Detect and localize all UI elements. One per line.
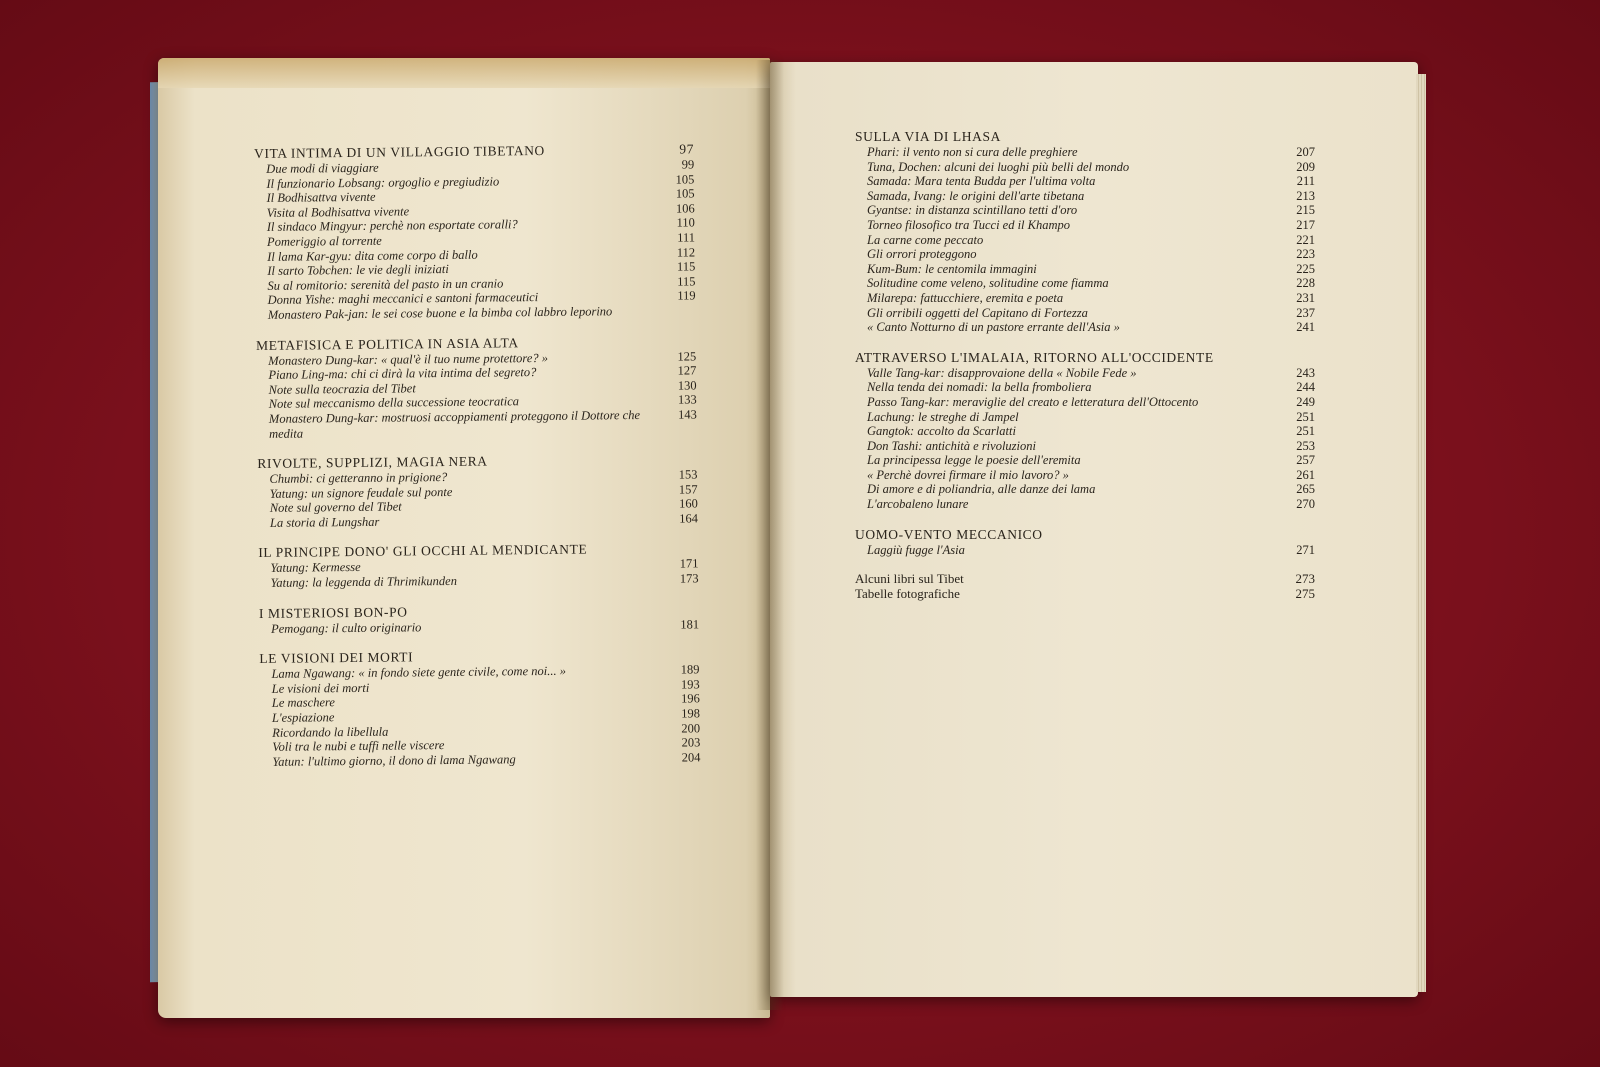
entry-title: L'arcobaleno lunare — [867, 497, 969, 512]
entry-page-number: 200 — [681, 720, 701, 736]
toc-entry — [855, 366, 1315, 381]
entry-title: Tuna, Dochen: alcuni dei luoghi più belli del mondo — [867, 159, 1130, 174]
entry-title: Pomeriggio al torrente — [266, 233, 382, 249]
entry-title: Note sul meccanismo della successione teocratica — [268, 394, 520, 412]
entry-page-number: 173 — [679, 571, 699, 586]
entry-page-number: 193 — [680, 677, 700, 692]
entry-title: Lachung: le streghe di Jampel — [867, 409, 1019, 424]
entry-title: Il lama Kar-gyu: dita come corpo di ballo — [267, 247, 478, 264]
section-title — [855, 526, 1315, 543]
entry-page-number: 244 — [1296, 380, 1315, 395]
entry-title: Monastero Pak-jan: le sei cose buone e la bimba col labbro leporino — [267, 304, 613, 322]
entry-page-number: 105 — [675, 186, 695, 201]
toc-entry — [855, 543, 1315, 558]
entry-page-number: 223 — [1296, 247, 1315, 262]
section-title — [855, 128, 1315, 145]
appendix-title: Tabelle fotografiche — [855, 586, 960, 602]
toc-entry — [855, 145, 1315, 160]
entry-page-number: 207 — [1296, 145, 1315, 159]
entry-page-number: 160 — [678, 496, 698, 511]
entry-page-number: 204 — [681, 750, 701, 765]
entry-title: Laggiù fugge l'Asia — [867, 542, 965, 557]
toc-entry — [855, 247, 1315, 262]
entry-page-number: 99 — [681, 157, 695, 172]
entry-page-number: 228 — [1296, 276, 1315, 291]
toc-section — [254, 140, 696, 322]
entry-page-number: 127 — [677, 363, 697, 378]
entry-title: Il Bodhisattva vivente — [266, 189, 376, 206]
entry-page-number: 209 — [1296, 159, 1315, 174]
toc-section — [259, 600, 699, 636]
toc-entry — [855, 497, 1315, 512]
entry-page-number: 231 — [1296, 290, 1315, 305]
entry-page-number: 181 — [680, 617, 700, 632]
entry-title: Nella tenda dei nomadi: la bella fromboliera — [867, 380, 1092, 395]
entry-title: Milarepa: fattucchiere, eremita e poeta — [867, 290, 1064, 305]
entry-page-number: 225 — [1296, 261, 1315, 276]
section-title-text: RIVOLTE, SUPPLIZI, MAGIA NERA — [257, 453, 488, 472]
toc-section — [855, 128, 1315, 335]
entry-title: Valle Tang-kar: disapprovaione della « Nobile Fede » — [867, 365, 1137, 380]
book-gutter — [756, 60, 784, 1010]
entry-title: Di amore e di poliandria, alle danze dei lama — [867, 482, 1096, 497]
section-title-text: METAFISICA E POLITICA IN ASIA ALTA — [256, 334, 519, 353]
entry-title: Il sindaco Mingyur: perchè non esportate coralli? — [266, 217, 518, 235]
appendix-entry — [855, 571, 1315, 586]
entry-title: Lama Ngawang: « in fondo siete gente civile, come noi... » — [271, 664, 567, 682]
entry-page-number: 115 — [676, 259, 696, 274]
entry-title: Gangtok: accolto da Scarlatti — [867, 424, 1016, 439]
entry-title: Chumbi: ci getteranno in prigione? — [269, 470, 448, 486]
entry-title: Gli orrori proteggono — [867, 247, 977, 262]
entry-title: La principessa legge le poesie dell'eremita — [867, 453, 1081, 468]
entry-page-number: 119 — [677, 288, 696, 303]
section-title-text: IL PRINCIPE DONO' GLI OCCHI AL MENDICANTE — [258, 542, 588, 561]
entry-page-number: 203 — [681, 735, 701, 750]
entry-page-number: 221 — [1296, 232, 1315, 247]
toc-section — [256, 332, 697, 441]
table-of-contents-right — [855, 128, 1315, 601]
entry-page-number: 106 — [675, 201, 695, 216]
table-of-contents-left — [254, 140, 701, 783]
entry-page-number: 217 — [1296, 217, 1315, 232]
toc-entry — [855, 291, 1315, 306]
toc-entry — [855, 320, 1315, 335]
entry-page-number: 143 — [678, 407, 697, 422]
toc-section — [257, 450, 698, 530]
appendix-page-number: 273 — [1295, 571, 1315, 587]
entry-title: Torneo filosofico tra Tucci ed il Khampo — [867, 217, 1071, 232]
entry-title: Yatung: la leggenda di Thrimikunden — [270, 573, 457, 590]
section-title-text: ATTRAVERSO L'IMALAIA, RITORNO ALL'OCCIDENTE — [855, 349, 1214, 365]
entry-title: Le visioni dei morti — [271, 680, 370, 696]
section-title — [855, 349, 1315, 366]
entry-title: Due modi di viaggiare — [266, 160, 379, 176]
entry-page-number: 189 — [680, 662, 700, 677]
entry-title: Phari: il vento non si cura delle preghiere — [867, 145, 1078, 159]
toc-entry — [855, 306, 1315, 321]
toc-section — [258, 540, 698, 591]
entry-page-number: 237 — [1296, 305, 1315, 320]
entry-page-number: 112 — [676, 244, 696, 260]
entry-page-number: 270 — [1296, 497, 1315, 512]
entry-page-number: 271 — [1296, 542, 1315, 557]
entry-title: Pemogang: il culto originario — [270, 619, 422, 636]
section-title-text: VITA INTIMA DI UN VILLAGGIO TIBETANO — [254, 142, 545, 161]
entry-page-number: 171 — [679, 556, 699, 572]
entry-page-number: 164 — [679, 511, 699, 526]
appendix-entry — [855, 586, 1315, 601]
section-title-text: LE VISIONI DEI MORTI — [259, 649, 414, 667]
entry-title: « Canto Notturno di un pastore errante dell'Asia » — [867, 320, 1120, 335]
toc-section — [855, 349, 1315, 512]
entry-page-number: 249 — [1296, 394, 1315, 409]
entry-page-number: 251 — [1296, 424, 1315, 439]
entry-page-number: 196 — [681, 691, 700, 706]
entry-page-number: 198 — [681, 706, 701, 721]
entry-page-number: 243 — [1296, 365, 1315, 380]
entry-title: L'espiazione — [271, 710, 335, 725]
section-title-text: SULLA VIA DI LHASA — [855, 129, 1001, 144]
section-page-number: 97 — [679, 141, 695, 157]
entry-title: Le maschere — [271, 695, 335, 711]
entry-title: Visita al Bodhisattva vivente — [266, 204, 410, 220]
entry-page-number: 211 — [1296, 174, 1315, 189]
entry-page-number: 130 — [677, 378, 697, 393]
entry-title: Voli tra le nubi e tuffi nelle viscere — [272, 738, 445, 755]
entry-title: Piano Ling-ma: chi ci dirà la vita intima del segreto? — [268, 365, 537, 382]
entry-title: Su al romitorio: serenità del pasto in un cranio — [267, 276, 504, 293]
toc-entry — [855, 439, 1315, 454]
toc-entry — [855, 276, 1315, 291]
entry-title: Yatung: un signore feudale sul ponte — [269, 484, 453, 501]
entry-page-number: 105 — [675, 171, 695, 187]
entry-page-number: 265 — [1296, 482, 1315, 497]
entry-page-number: 157 — [678, 482, 698, 497]
entry-page-number: 153 — [678, 467, 698, 482]
toc-entry — [855, 395, 1315, 410]
entry-page-number: 111 — [677, 230, 696, 245]
entry-page-number: 241 — [1296, 320, 1315, 335]
entry-title: Solitudine come veleno, solitudine come fiamma — [867, 276, 1109, 291]
entry-title: Donna Yishe: maghi meccanici e santoni farmaceutici — [267, 290, 539, 308]
section-title-text: I MISTERIOSI BON-PO — [258, 604, 408, 621]
toc-entry — [257, 407, 697, 441]
toc-entry — [855, 453, 1315, 468]
entry-page-number: 125 — [677, 348, 697, 364]
entry-title: La carne come peccato — [867, 232, 984, 247]
entry-title: Don Tashi: antichità e rivoluzioni — [867, 438, 1036, 453]
section-title-text: UOMO-VENTO MECCANICO — [855, 526, 1043, 542]
toc-entry — [855, 218, 1315, 233]
entry-title: Il sarto Tobchen: le vie degli iniziati — [267, 262, 449, 279]
toc-entry — [855, 380, 1315, 395]
entry-title: Monastero Dung-kar: « qual'è il tuo nume protettore? » — [268, 350, 549, 368]
toc-section — [259, 646, 700, 770]
toc-entry — [855, 468, 1315, 483]
entry-title: La storia di Lungshar — [269, 514, 380, 530]
entry-title: Note sulla teocrazia del Tibet — [268, 381, 416, 397]
toc-entry — [855, 233, 1315, 248]
entry-page-number: 215 — [1296, 203, 1315, 218]
entry-page-number: 115 — [677, 274, 696, 289]
entry-page-number: 133 — [677, 392, 697, 407]
page-edges — [1416, 74, 1426, 992]
entry-title: Passo Tang-kar: meraviglie del creato e letteratura dell'Ottocento — [867, 394, 1199, 409]
entry-title: Yatun: l'ultimo giorno, il dono di lama Ngawang — [272, 752, 516, 769]
toc-entry — [855, 262, 1315, 277]
toc-entry — [855, 160, 1315, 175]
appendix-title: Alcuni libri sul Tibet — [855, 571, 964, 587]
entry-page-number: 251 — [1296, 409, 1315, 424]
toc-entry — [855, 410, 1315, 425]
worn-top-edge — [158, 58, 770, 88]
toc-entry — [855, 189, 1315, 204]
toc-section — [855, 526, 1315, 558]
entry-title: Kum-Bum: le centomila immagini — [867, 261, 1037, 276]
toc-entry — [855, 482, 1315, 497]
toc-entry — [855, 203, 1315, 218]
entry-title: Yatung: Kermesse — [270, 560, 361, 576]
toc-entry — [855, 174, 1315, 189]
entry-title: Monastero Dung-kar: mostruosi accoppiamenti proteggono il Dottore che medita — [268, 407, 641, 441]
toc-entry — [855, 424, 1315, 439]
entry-title: Note sul governo del Tibet — [269, 499, 402, 516]
entry-title: Gli orribili oggetti del Capitano di Fortezza — [867, 305, 1088, 320]
entry-title: « Perchè dovrei firmare il mio lavoro? » — [867, 467, 1069, 482]
entry-page-number: 110 — [676, 215, 695, 230]
entry-title: Gyantse: in distanza scintillano tetti d'oro — [867, 203, 1078, 218]
entry-title: Il funzionario Lobsang: orgoglio e pregiudizio — [266, 174, 500, 191]
entry-title: Ricordando la libellula — [272, 724, 389, 740]
entry-page-number: 257 — [1296, 453, 1315, 468]
entry-title: Samada: Mara tenta Budda per l'ultima volta — [867, 174, 1096, 189]
entry-page-number: 261 — [1296, 467, 1315, 482]
entry-page-number: 213 — [1296, 188, 1315, 203]
entry-title: Samada, Ivang: le origini dell'arte tibetana — [867, 188, 1085, 203]
entry-page-number: 253 — [1296, 438, 1315, 453]
appendix-page-number: 275 — [1295, 586, 1315, 602]
toc-appendix — [855, 571, 1315, 601]
